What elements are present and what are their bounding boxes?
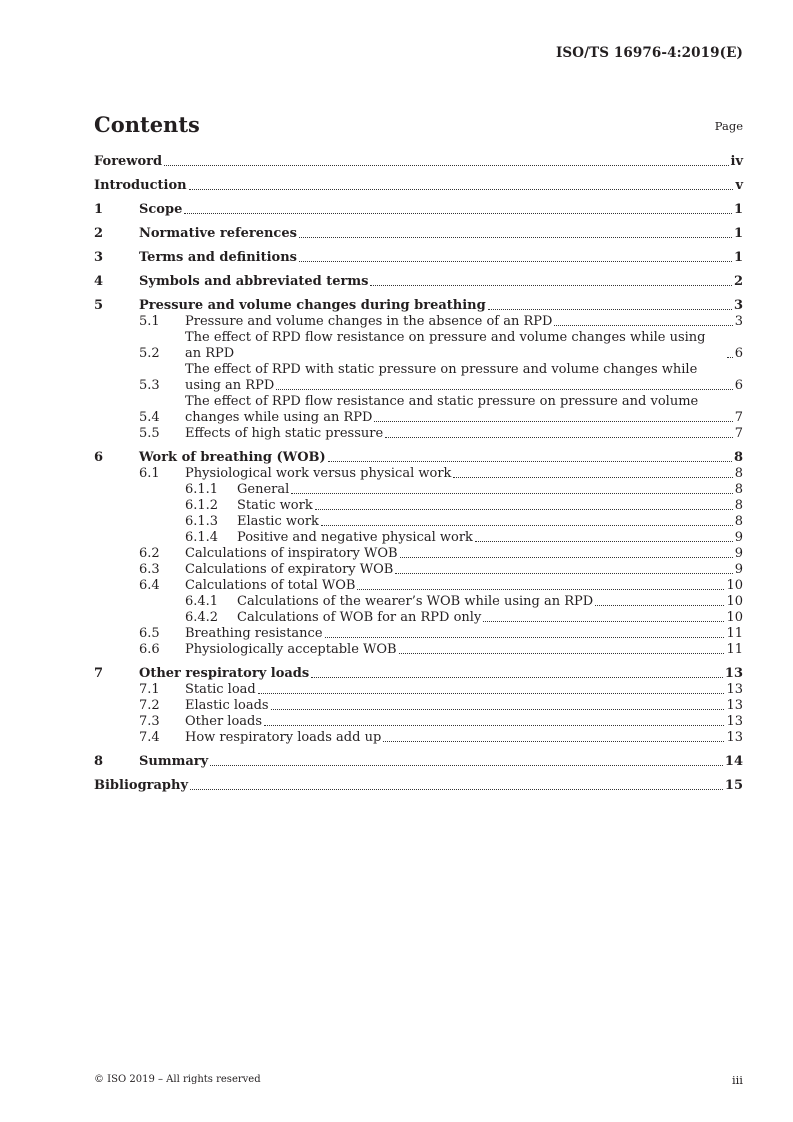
- toc-entry-number: 5.5: [139, 426, 160, 441]
- toc-entry-title: Introduction: [94, 178, 187, 193]
- dot-leader: [727, 357, 733, 358]
- toc-entry-page: 9: [734, 546, 743, 561]
- toc-entry-page: 2: [733, 274, 743, 289]
- dot-leader: [184, 213, 732, 214]
- toc-entry-title: Breathing resistance: [185, 626, 323, 641]
- dot-leader: [190, 789, 723, 790]
- toc-entry-page: 9: [734, 562, 743, 577]
- toc-entry-number: 8: [94, 754, 104, 769]
- toc-entry[interactable]: [94, 562, 743, 578]
- toc-entry[interactable]: [94, 226, 743, 242]
- toc-entry-title: [185, 394, 743, 426]
- dot-leader: [395, 573, 732, 574]
- toc-entry[interactable]: [94, 482, 743, 498]
- toc-entry[interactable]: [94, 626, 743, 642]
- toc-entry-number: 6.1: [139, 466, 160, 481]
- toc-entry-title-line1: The effect of RPD flow resistance and static pressure on pressure and volume: [185, 394, 699, 409]
- toc-entry-number: 5: [94, 298, 104, 313]
- toc-entry-title: Work of breathing (WOB): [139, 450, 326, 465]
- dot-leader: [189, 189, 733, 190]
- toc-entry[interactable]: [94, 642, 743, 658]
- toc-entry-title: Physiologically acceptable WOB: [185, 642, 397, 657]
- toc-entry[interactable]: [94, 362, 743, 394]
- dot-leader: [400, 557, 733, 558]
- toc-entry-title: [185, 362, 743, 394]
- dot-leader: [475, 541, 733, 542]
- toc-entry-title: Terms and definitions: [139, 250, 297, 265]
- toc-entry-title: Calculations of WOB for an RPD only: [237, 610, 482, 625]
- toc-entry-page: 3: [733, 298, 743, 313]
- toc-entry[interactable]: [94, 754, 743, 770]
- toc-entry[interactable]: [94, 202, 743, 218]
- toc-entry-number: 5.2: [139, 346, 160, 361]
- dot-leader: [483, 621, 724, 622]
- dot-leader: [370, 285, 731, 286]
- toc-entry-number: 6.6: [139, 642, 160, 657]
- toc-entry-page: 8: [734, 482, 743, 497]
- toc-entry-title: Normative references: [139, 226, 297, 241]
- dot-leader: [325, 637, 725, 638]
- toc-entry[interactable]: [94, 514, 743, 530]
- toc-entry-page: 13: [726, 730, 743, 745]
- dot-leader: [385, 437, 733, 438]
- toc-entry-title: Calculations of total WOB: [185, 578, 356, 593]
- toc-entry-page: 13: [726, 714, 743, 729]
- toc-entry-title: Pressure and volume changes in the absence of an RPD: [185, 314, 553, 329]
- toc-entry-title: Foreword: [94, 154, 163, 169]
- dot-leader: [311, 677, 723, 678]
- toc-entry-title: Pressure and volume changes during breathing: [139, 298, 486, 313]
- toc-entry-page: 6: [734, 346, 743, 361]
- toc-entry[interactable]: [94, 466, 743, 482]
- dot-leader: [271, 709, 725, 710]
- toc-entry-number: 2: [94, 226, 104, 241]
- dot-leader: [383, 741, 724, 742]
- toc-entry-page: 1: [733, 202, 743, 217]
- toc-entry-title: Scope: [139, 202, 183, 217]
- toc-entry-title: Calculations of the wearer’s WOB while using an RPD: [237, 594, 594, 609]
- dot-leader: [554, 325, 732, 326]
- dot-leader: [321, 525, 733, 526]
- toc-entry-title: The effect of RPD flow resistance on pressure and volume changes while using an RPD: [185, 330, 706, 361]
- toc-entry-page: 11: [726, 626, 743, 641]
- dot-leader: [399, 653, 725, 654]
- toc-entry-title: Static work: [237, 498, 313, 513]
- dot-leader: [453, 477, 732, 478]
- toc-entry[interactable]: [94, 578, 743, 594]
- toc-entry-title: Calculations of inspiratory WOB: [185, 546, 398, 561]
- toc-entry-page: 9: [734, 530, 743, 545]
- dot-leader: [328, 461, 732, 462]
- toc-entry-page: 13: [726, 682, 743, 697]
- toc-entry-title: Summary: [139, 754, 209, 769]
- toc-entry-number: 4: [94, 274, 104, 289]
- toc-entry-page: 7: [734, 426, 743, 441]
- dot-leader: [276, 389, 732, 390]
- contents-heading: Contents: [94, 112, 200, 137]
- toc-entry[interactable]: [94, 250, 743, 266]
- toc-entry-number: 6.5: [139, 626, 160, 641]
- toc-entry[interactable]: [94, 450, 743, 466]
- toc-entry-title: Elastic work: [237, 514, 319, 529]
- toc-entry[interactable]: [94, 730, 743, 746]
- toc-entry[interactable]: [94, 426, 743, 442]
- toc-entry-page: 8: [733, 450, 743, 465]
- toc-entry[interactable]: [94, 314, 743, 330]
- toc-entry-title-line2: using an RPD: [185, 378, 275, 393]
- toc-entry-title-line1: The effect of RPD with static pressure on pressure and volume changes while: [185, 362, 698, 377]
- toc-entry-number: 5.3: [139, 378, 160, 393]
- toc-entry-page: v: [735, 178, 743, 193]
- dot-leader: [264, 725, 724, 726]
- dot-leader: [291, 493, 732, 494]
- page-column-label: Page: [714, 119, 743, 133]
- table-of-contents: [94, 154, 743, 794]
- toc-entry-title: Symbols and abbreviated terms: [139, 274, 369, 289]
- toc-entry[interactable]: [94, 498, 743, 514]
- toc-entry[interactable]: [94, 546, 743, 562]
- toc-entry-page: 10: [726, 610, 743, 625]
- toc-entry[interactable]: [94, 594, 743, 610]
- toc-entry[interactable]: [94, 714, 743, 730]
- toc-entry[interactable]: [94, 330, 743, 362]
- toc-entry[interactable]: [94, 394, 743, 426]
- toc-entry-number: 7.3: [139, 714, 160, 729]
- toc-entry-page: 13: [726, 698, 743, 713]
- toc-entry-page: 6: [734, 378, 743, 393]
- toc-entry[interactable]: [94, 530, 743, 546]
- toc-entry-number: 6: [94, 450, 104, 465]
- toc-entry-page: 3: [734, 314, 743, 329]
- copyright-notice: © ISO 2019 – All rights reserved: [94, 1074, 261, 1085]
- toc-entry[interactable]: [94, 666, 743, 682]
- toc-entry-number: 6.1.2: [185, 498, 219, 513]
- toc-entry-number: 6.3: [139, 562, 160, 577]
- toc-entry-title: Bibliography: [94, 778, 189, 793]
- dot-leader: [210, 765, 723, 766]
- toc-entry[interactable]: [94, 778, 743, 794]
- toc-entry-number: 6.4: [139, 578, 160, 593]
- toc-entry-page: 11: [726, 642, 743, 657]
- toc-entry-page: 8: [734, 466, 743, 481]
- toc-entry-page: 1: [733, 250, 743, 265]
- toc-entry-title-line2: changes while using an RPD: [185, 410, 373, 425]
- toc-entry-title: How respiratory loads add up: [185, 730, 382, 745]
- toc-entry-title: Effects of high static pressure: [185, 426, 384, 441]
- toc-entry-page: 1: [733, 226, 743, 241]
- toc-entry-number: 6.2: [139, 546, 160, 561]
- toc-entry-page: 8: [734, 514, 743, 529]
- toc-entry-title: Static load: [185, 682, 256, 697]
- toc-entry-title: General: [237, 482, 290, 497]
- toc-entry-page: iv: [730, 154, 743, 169]
- toc-entry-page: 15: [724, 778, 743, 793]
- dot-leader: [488, 309, 732, 310]
- toc-entry[interactable]: [94, 682, 743, 698]
- toc-entry-number: 7.1: [139, 682, 160, 697]
- toc-entry[interactable]: [94, 698, 743, 714]
- toc-entry-page: 8: [734, 498, 743, 513]
- dot-leader: [299, 261, 732, 262]
- toc-entry-title: Other respiratory loads: [139, 666, 310, 681]
- toc-entry[interactable]: [94, 298, 743, 314]
- toc-entry[interactable]: [94, 274, 743, 290]
- dot-leader: [357, 589, 724, 590]
- toc-entry-number: 7: [94, 666, 104, 681]
- dot-leader: [595, 605, 724, 606]
- toc-entry-title: Calculations of expiratory WOB: [185, 562, 394, 577]
- dot-leader: [374, 421, 732, 422]
- toc-entry-page: 10: [726, 594, 743, 609]
- toc-entry-number: 3: [94, 250, 104, 265]
- toc-entry-number: 6.1.1: [185, 482, 219, 497]
- dot-leader: [164, 165, 728, 166]
- toc-entry-number: 6.1.4: [185, 530, 219, 545]
- toc-entry-page: 10: [726, 578, 743, 593]
- dot-leader: [299, 237, 732, 238]
- toc-entry-title: Physiological work versus physical work: [185, 466, 452, 481]
- toc-entry[interactable]: [94, 178, 743, 194]
- toc-entry-number: 1: [94, 202, 104, 217]
- toc-entry-number: 7.4: [139, 730, 160, 745]
- dot-leader: [315, 509, 733, 510]
- document-id: ISO/TS 16976-4:2019(E): [555, 45, 743, 61]
- toc-entry-number: 5.1: [139, 314, 160, 329]
- toc-entry[interactable]: [94, 154, 743, 170]
- dot-leader: [258, 693, 725, 694]
- toc-entry-title: Elastic loads: [185, 698, 269, 713]
- toc-entry-number: 6.1.3: [185, 514, 219, 529]
- toc-entry-page: 7: [734, 410, 743, 425]
- toc-entry-title: Other loads: [185, 714, 263, 729]
- toc-entry-number: 7.2: [139, 698, 160, 713]
- toc-entry-number: 6.4.1: [185, 594, 219, 609]
- toc-entry-title: Positive and negative physical work: [237, 530, 473, 545]
- toc-entry-number: 6.4.2: [185, 610, 219, 625]
- toc-entry-number: 5.4: [139, 410, 160, 425]
- page-number: iii: [731, 1073, 743, 1087]
- toc-entry-page: 14: [724, 754, 743, 769]
- toc-entry-page: 13: [724, 666, 743, 681]
- toc-entry[interactable]: [94, 610, 743, 626]
